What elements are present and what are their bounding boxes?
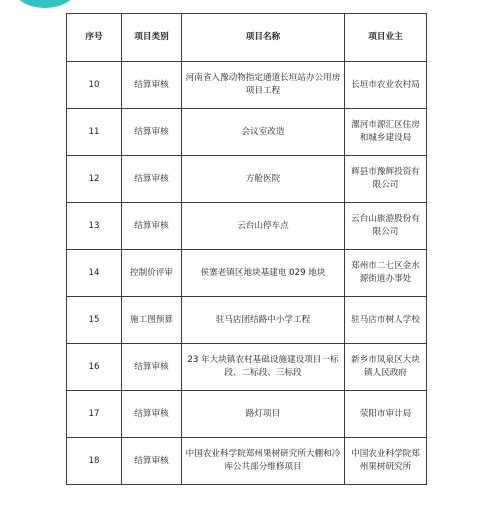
cell-project-name: 23 年大块镇农村基础设施建设项目一标段、二标段、三标段 <box>182 344 345 391</box>
cell-project-name: 河南省入豫动物指定通道长垣站办公用房项目工程 <box>182 62 345 109</box>
cell-project-name: 方舱医院 <box>182 156 345 203</box>
table-row <box>67 391 427 438</box>
cell-project-name: 路灯项目 <box>182 391 345 438</box>
table-row <box>67 344 427 391</box>
table-row <box>67 438 427 485</box>
cell-project-category: 结算审核 <box>122 109 182 156</box>
header-project-category: 项目类别 <box>122 14 182 62</box>
table-row <box>67 156 427 203</box>
table-header-row <box>67 14 427 62</box>
table-row <box>67 297 427 344</box>
table-row <box>67 250 427 297</box>
cell-project-owner: 中国农业科学院郑州果树研究所 <box>345 438 427 485</box>
header-project-owner: 项目业主 <box>345 14 427 62</box>
cell-serial-number: 18 <box>67 438 122 485</box>
cell-serial-number: 10 <box>67 62 122 109</box>
cell-project-owner: 荥阳市审计局 <box>345 391 427 438</box>
cell-project-category: 施工图预算 <box>122 297 182 344</box>
cell-project-name: 驻马店团结路中小学工程 <box>182 297 345 344</box>
table-row <box>67 203 427 250</box>
corner-decoration-shape <box>14 0 76 8</box>
cell-project-name: 中国农业科学院郑州果树研究所大棚和冷库公共部分维修项目 <box>182 438 345 485</box>
header-project-name: 项目名称 <box>182 14 345 62</box>
cell-project-owner: 新乡市凤泉区大块镇人民政府 <box>345 344 427 391</box>
cell-serial-number: 17 <box>67 391 122 438</box>
cell-project-owner: 郑州市二七区金水源街道办事处 <box>345 250 427 297</box>
table-row <box>67 62 427 109</box>
cell-project-category: 结算审核 <box>122 156 182 203</box>
cell-serial-number: 15 <box>67 297 122 344</box>
cell-project-name: 侯寨老镇区地块基建电 029 地块 <box>182 250 345 297</box>
project-table <box>66 13 427 485</box>
cell-project-owner: 漯河市源汇区住房和城乡建设局 <box>345 109 427 156</box>
header-serial-number: 序号 <box>67 14 122 62</box>
cell-project-category: 控制价评审 <box>122 250 182 297</box>
table-row <box>67 109 427 156</box>
cell-project-category: 结算审核 <box>122 344 182 391</box>
cell-serial-number: 13 <box>67 203 122 250</box>
cell-project-owner: 驻马店市树人学校 <box>345 297 427 344</box>
cell-project-owner: 辉县市豫辉投资有限公司 <box>345 156 427 203</box>
cell-project-owner: 长垣市农业农村局 <box>345 62 427 109</box>
cell-serial-number: 11 <box>67 109 122 156</box>
cell-serial-number: 14 <box>67 250 122 297</box>
cell-project-category: 结算审核 <box>122 391 182 438</box>
cell-project-category: 结算审核 <box>122 438 182 485</box>
cell-project-category: 结算审核 <box>122 203 182 250</box>
cell-serial-number: 12 <box>67 156 122 203</box>
cell-project-name: 会议室改造 <box>182 109 345 156</box>
cell-project-owner: 云台山旅游股份有限公司 <box>345 203 427 250</box>
cell-project-name: 云台山停车点 <box>182 203 345 250</box>
cell-project-category: 结算审核 <box>122 62 182 109</box>
cell-serial-number: 16 <box>67 344 122 391</box>
